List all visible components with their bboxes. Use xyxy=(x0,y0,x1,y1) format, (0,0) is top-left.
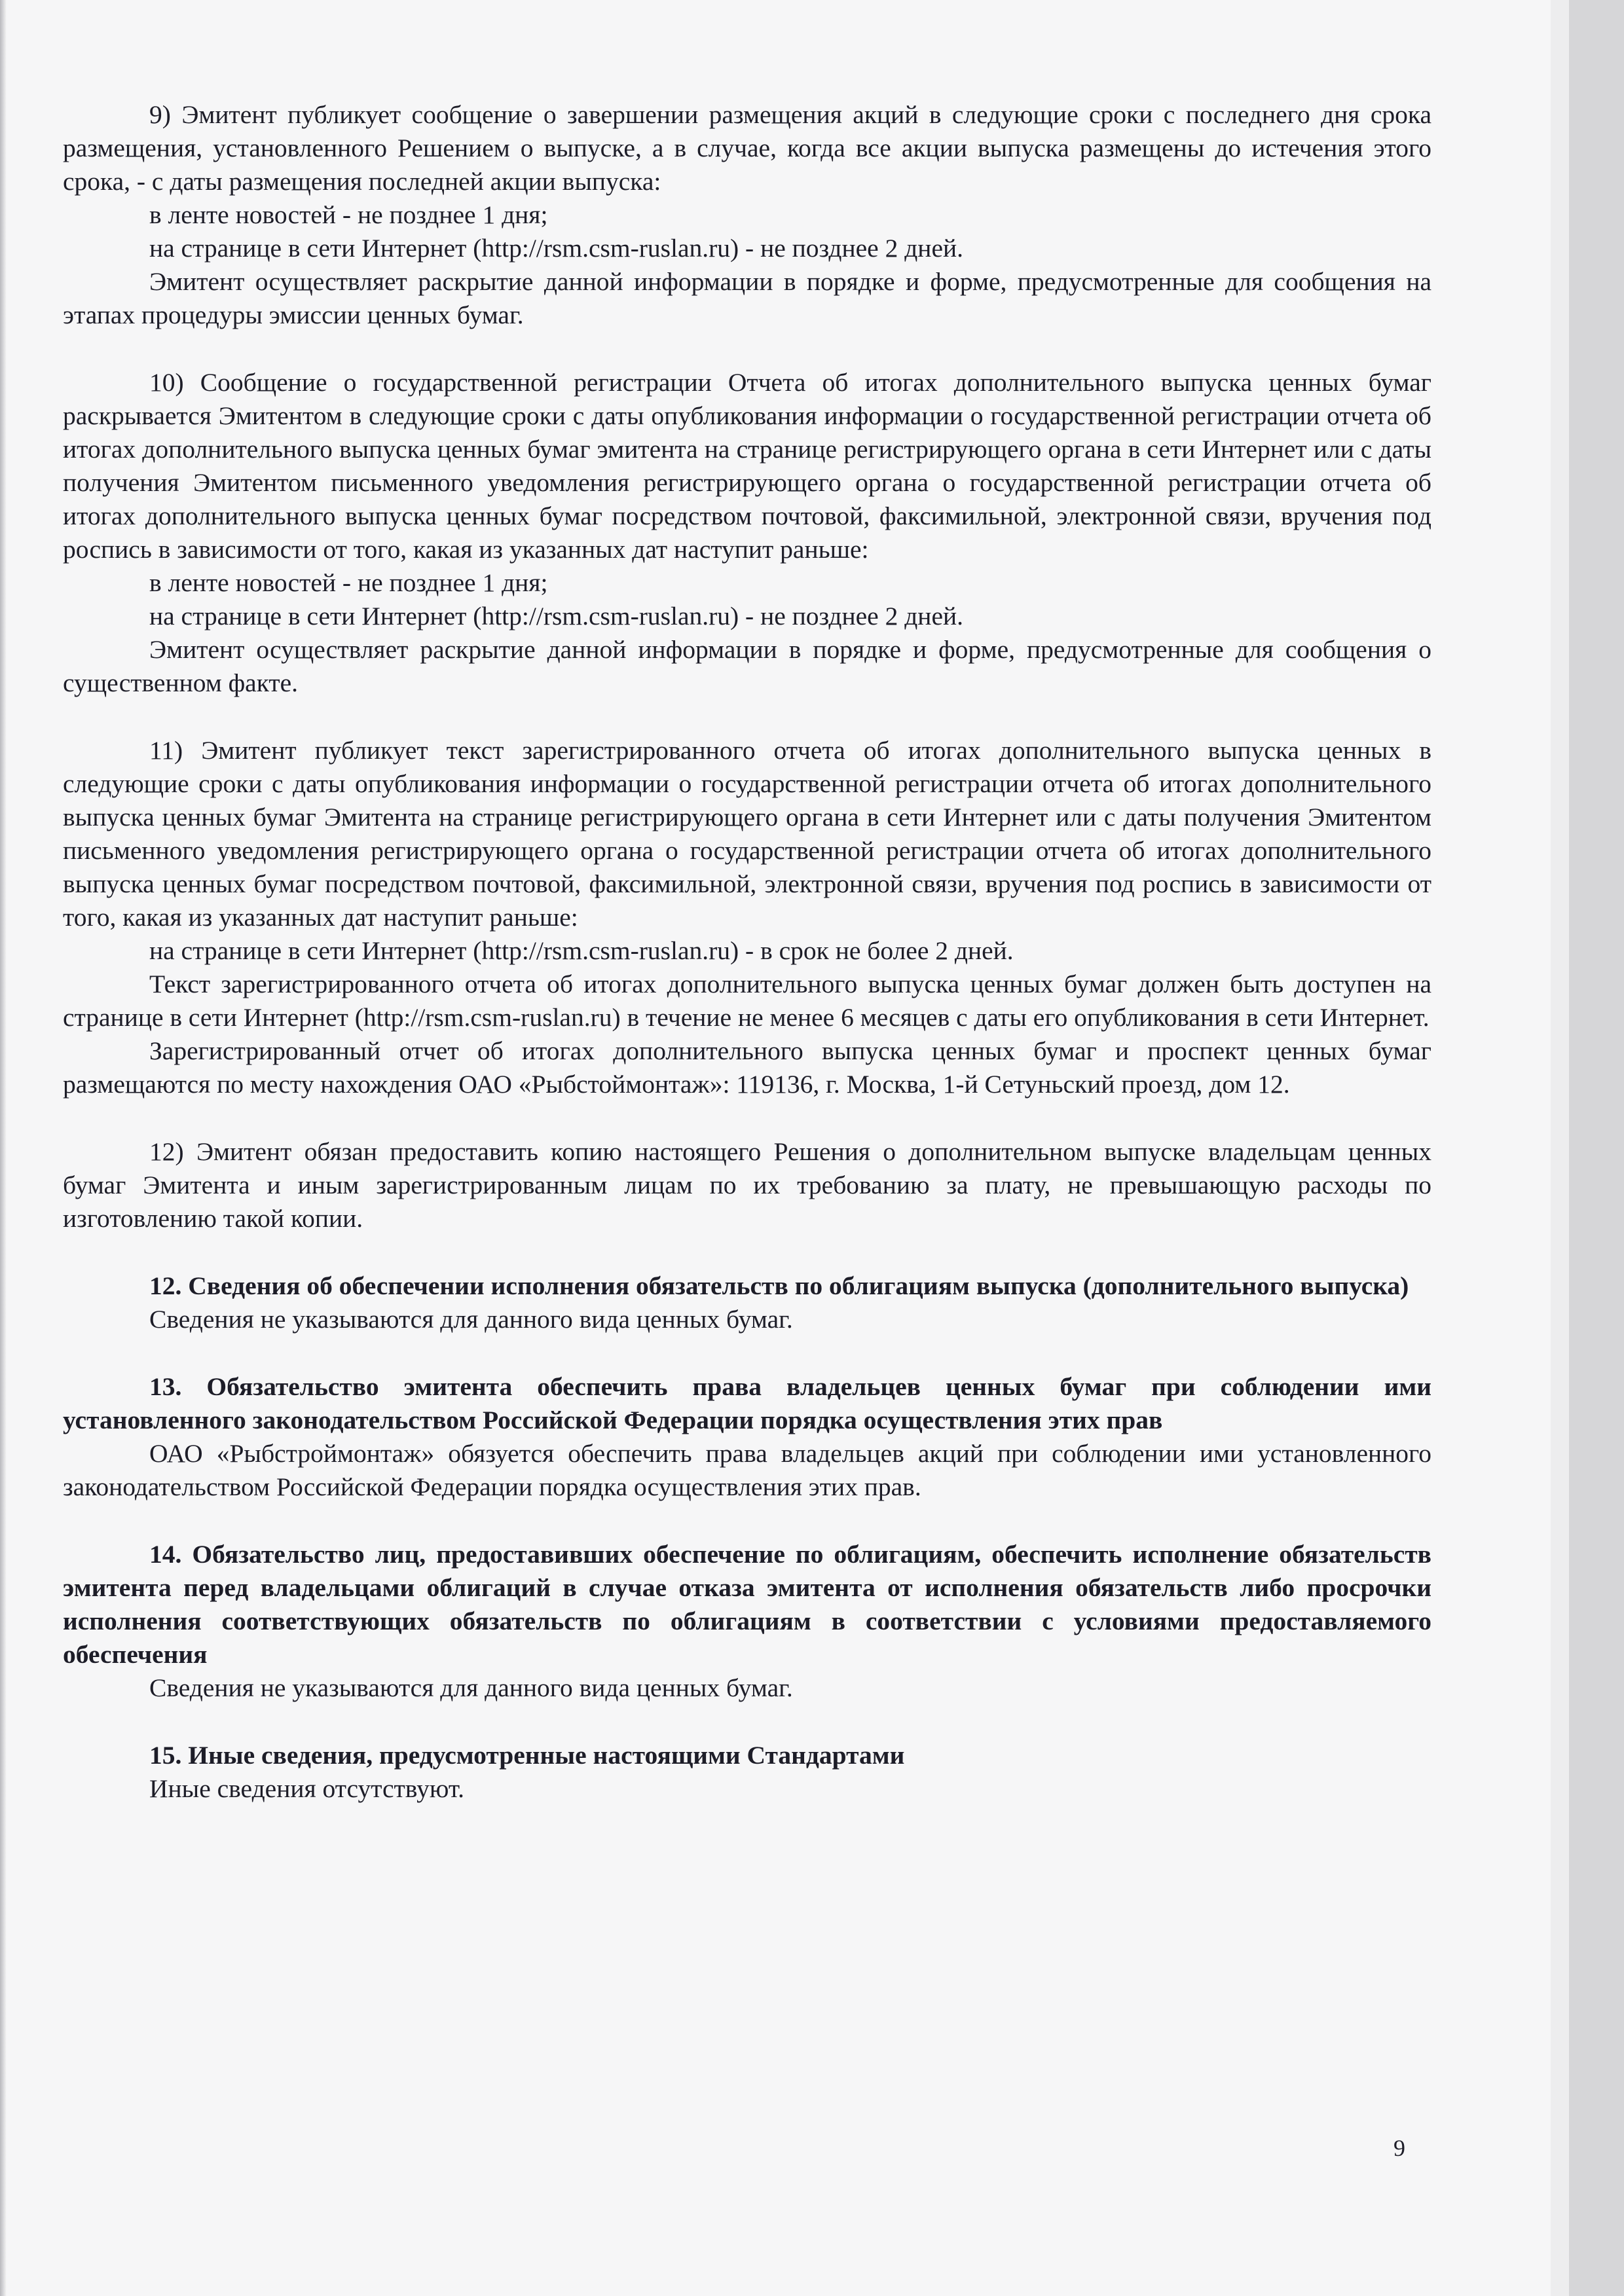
list-line: на странице в сети Интернет (http://rsm.csm-ruslan.ru) - в срок не более 2 дней. xyxy=(149,936,1014,965)
spacer xyxy=(63,1101,1431,1135)
section-heading: 14. Обязательство лиц, предоставивших обеспечение по облигациям, обеспечить исполнение обязательств эмитента перед владельцами облигаций в случае отказа эмитента от исполнения обязательств либо просрочки исполнения соответствующих обязательств по облигациям в соответствии с условиями предоставляемого обеспечения xyxy=(63,1540,1431,1669)
list-line: на странице в сети Интернет (http://rsm.csm-ruslan.ru) - не позднее 2 дней. xyxy=(149,234,963,263)
paragraph: Текст зарегистрированного отчета об итогах дополнительного выпуска ценных бумаг должен быть доступен на странице в сети Интернет (http://rsm.csm-ruslan.ru) в течение не менее 6 месяцев с даты его опубликования в сети Интернет. xyxy=(63,970,1431,1032)
page-shadow xyxy=(0,0,7,2296)
paragraph: 12) Эмитент обязан предоставить копию настоящего Решения о дополнительном выпуске владельцам ценных бумаг Эмитента и иным зарегистрированным лицам по их требованию за плату, не превышающую расходы по изготовлению такой копии. xyxy=(63,1137,1431,1233)
paragraph: Иные сведения отсутствуют. xyxy=(149,1774,465,1803)
paragraph: Зарегистрированный отчет об итогах дополнительного выпуска ценных бумаг и проспект ценных бумаг размещаются по месту нахождения ОАО «Рыбстоймонтаж»: 119136, г. Москва, 1-й Сетуньский проезд, дом 12. xyxy=(63,1036,1431,1099)
section-heading: 12. Сведения об обеспечении исполнения обязательств по облигациям выпуска (дополнительного выпуска) xyxy=(149,1271,1409,1300)
paragraph: Сведения не указываются для данного вида ценных бумаг. xyxy=(149,1673,793,1702)
spacer xyxy=(63,1235,1431,1269)
list-line: на странице в сети Интернет (http://rsm.csm-ruslan.ru) - не позднее 2 дней. xyxy=(149,602,963,630)
paragraph: 11) Эмитент публикует текст зарегистрированного отчета об итогах дополнительного выпуска ценных в следующие сроки с даты опубликования информации о государственной регистрации отчета об итогах дополнительного выпуска ценных бумаг Эмитента на странице регистрирующего органа в сети Интернет или с даты получения Эмитентом письменного уведомления регистрирующего органа о государственной регистрации отчета об итогах дополнительного выпуска ценных бумаг посредством почтовой, факсимильной, электронной связи, вручения под роспись в зависимости от того, какая из указанных дат наступит раньше: xyxy=(63,736,1431,932)
spacer xyxy=(63,1336,1431,1370)
spacer xyxy=(63,1705,1431,1739)
list-line: в ленте новостей - не позднее 1 дня; xyxy=(149,568,548,597)
spacer xyxy=(63,1504,1431,1538)
paragraph: Эмитент осуществляет раскрытие данной информации в порядке и форме, предусмотренные для сообщения на этапах процедуры эмиссии ценных бумаг. xyxy=(63,267,1431,329)
stack-edge xyxy=(1551,0,1569,2296)
spacer xyxy=(63,332,1431,366)
section-heading: 13. Обязательство эмитента обеспечить права владельцев ценных бумаг при соблюдении ими установленного законодательством Российской Федерации порядка осуществления этих прав xyxy=(63,1372,1431,1434)
spacer xyxy=(63,700,1431,734)
document-body xyxy=(63,98,1431,1806)
paragraph: 9) Эмитент публикует сообщение о завершении размещения акций в следующие сроки с последнего дня срока размещения, установленного Решением о выпуске, а в случае, когда все акции выпуска размещены до истечения этого срока, - с даты размещения последней акции выпуска: xyxy=(63,100,1431,196)
paragraph: 10) Сообщение о государственной регистрации Отчета об итогах дополнительного выпуска ценных бумаг раскрывается Эмитентом в следующие сроки с даты опубликования информации о государственной регистрации отчета об итогах дополнительного выпуска ценных бумаг эмитента на странице регистрирующего органа в сети Интернет или с даты получения Эмитентом письменного уведомления регистрирующего органа о государственной регистрации отчета об итогах дополнительного выпуска ценных бумаг посредством почтовой, факсимильной, электронной связи, вручения под роспись в зависимости от того, какая из указанных дат наступит раньше: xyxy=(63,368,1431,564)
paragraph: Сведения не указываются для данного вида ценных бумаг. xyxy=(149,1305,793,1334)
page-number: 9 xyxy=(1393,2135,1405,2161)
section-heading: 15. Иные сведения, предусмотренные настоящими Стандартами xyxy=(149,1741,905,1770)
stack-edge xyxy=(1569,0,1624,2296)
list-line: в ленте новостей - не позднее 1 дня; xyxy=(149,200,548,229)
paragraph: Эмитент осуществляет раскрытие данной информации в порядке и форме, предусмотренные для сообщения о существенном факте. xyxy=(63,635,1431,697)
paragraph: ОАО «Рыбстроймонтаж» обязуется обеспечить права владельцев акций при соблюдении ими установленного законодательством Российской Федерации порядка осуществления этих прав. xyxy=(63,1439,1431,1501)
